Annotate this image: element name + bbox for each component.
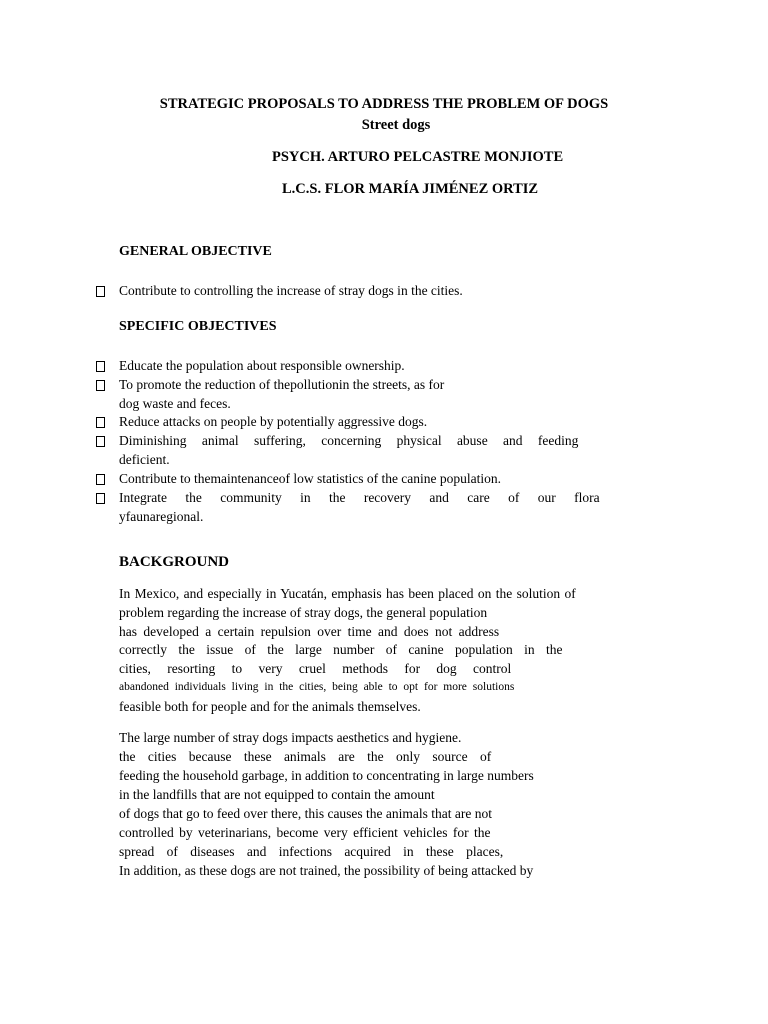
paragraph-line: problem regarding the increase of stray dogs, the general population bbox=[119, 605, 488, 620]
objective-line: To promote the reduction of thepollutionin the streets, as for bbox=[119, 377, 445, 392]
bullet-box-icon bbox=[96, 474, 105, 485]
specific-objective-continuation: dog waste and feces. bbox=[119, 396, 231, 411]
specific-objective-item: Diminishing animal suffering, concerning physical abuse and feeding bbox=[119, 433, 579, 448]
document-subtitle: Street dogs bbox=[361, 117, 431, 133]
paragraph-line: In addition, as these dogs are not trained, the possibility of being attacked by bbox=[119, 863, 534, 878]
bullet-box-icon bbox=[96, 436, 105, 447]
paragraph-line: of dogs that go to feed over there, this causes the animals that are not bbox=[119, 806, 493, 821]
specific-objective-item bbox=[119, 378, 500, 392]
paragraph-line: cities, resorting to very cruel methods for dog control bbox=[119, 661, 512, 676]
specific-objective-continuation: yfaunaregional. bbox=[119, 509, 204, 524]
bullet-box-icon bbox=[96, 361, 105, 372]
specific-objectives-heading: SPECIFIC OBJECTIVES bbox=[119, 319, 277, 334]
paragraph-line: spread of diseases and infections acquired in these places, bbox=[119, 844, 504, 859]
bullet-box-icon bbox=[96, 286, 105, 297]
general-objective-heading: GENERAL OBJECTIVE bbox=[119, 244, 272, 259]
bullet-box-icon bbox=[96, 380, 105, 391]
specific-objective-item: Integrate the community in the recovery and care of our flora bbox=[119, 490, 600, 505]
specific-objective-item: Reduce attacks on people by potentially aggressive dogs. bbox=[119, 414, 428, 429]
paragraph-line: has developed a certain repulsion over time and does not address bbox=[119, 624, 500, 639]
general-objective-item: Contribute to controlling the increase of stray dogs in the cities. bbox=[119, 283, 463, 298]
paragraph-line: feasible both for people and for the animals themselves. bbox=[119, 699, 421, 714]
specific-objective-continuation: deficient. bbox=[119, 452, 170, 467]
paragraph-line: controlled by veterinarians, become very efficient vehicles for the bbox=[119, 825, 491, 840]
author-name-2: L.C.S. FLOR MARÍA JIMÉNEZ ORTIZ bbox=[282, 181, 539, 197]
paragraph-line: correctly the issue of the large number of canine population in the bbox=[119, 642, 563, 657]
background-heading: BACKGROUND bbox=[119, 554, 230, 570]
paragraph-line: in the landfills that are not equipped to contain the amount bbox=[119, 787, 435, 802]
bullet-box-icon bbox=[96, 493, 105, 504]
paragraph-line: The large number of stray dogs impacts aesthetics and hygiene. bbox=[119, 730, 462, 745]
specific-objective-item: Contribute to themaintenanceof low statistics of the canine population. bbox=[119, 471, 502, 486]
paragraph-line: In Mexico, and especially in Yucatán, emphasis has been placed on the solution of bbox=[119, 586, 576, 601]
document-title: STRATEGIC PROPOSALS TO ADDRESS THE PROBLEM OF DOGS bbox=[159, 96, 609, 112]
paragraph-line: abandoned individuals living in the cities, being able to opt for more solutions bbox=[119, 681, 515, 693]
paragraph-line: feeding the household garbage, in addition to concentrating in large numbers bbox=[119, 768, 534, 783]
author-name-1: PSYCH. ARTURO PELCASTRE MONJIOTE bbox=[272, 149, 564, 165]
paragraph-line: the cities because these animals are the only source of bbox=[119, 749, 492, 764]
specific-objective-item: Educate the population about responsible ownership. bbox=[119, 358, 405, 373]
bullet-box-icon bbox=[96, 417, 105, 428]
